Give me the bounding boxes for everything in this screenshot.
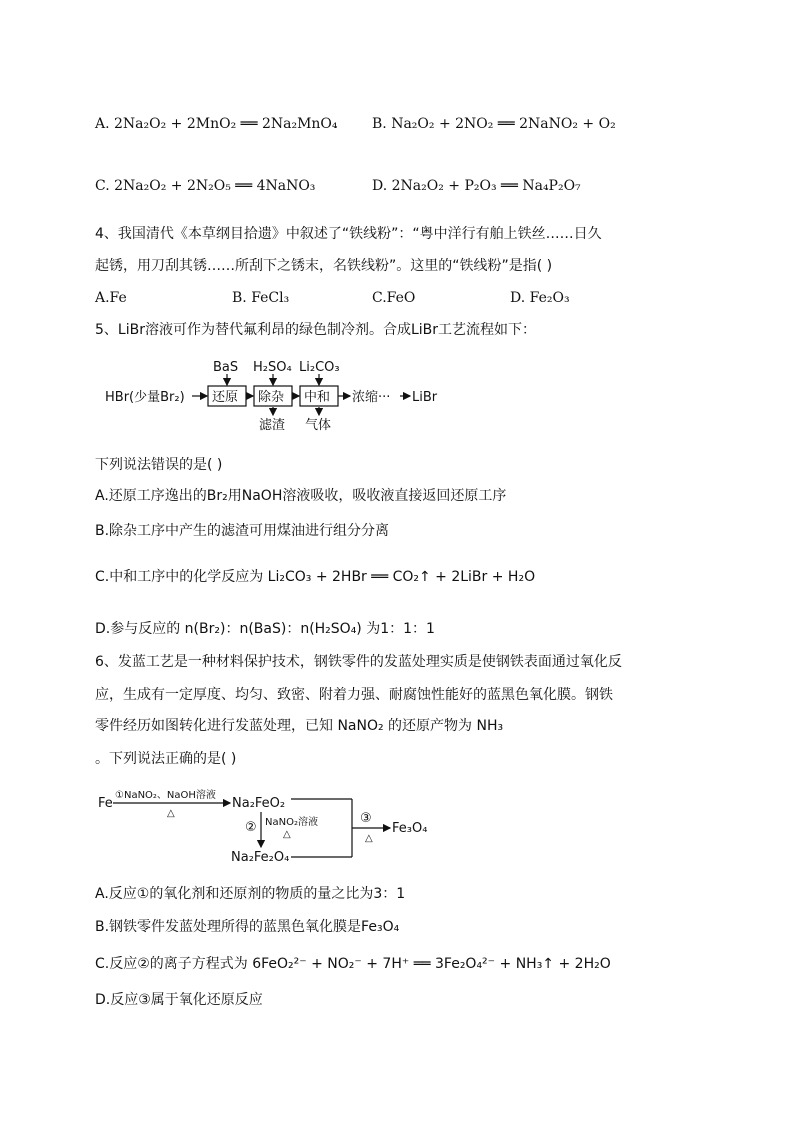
flow-product: LiBr: [412, 390, 438, 405]
q6-diagram-fe: Fe: [98, 796, 113, 811]
flow-output-gas: 气体: [305, 418, 332, 433]
q6-diagram-step-2: ②: [245, 820, 257, 835]
q5-option-d: D.参与反应的 n(Br₂)：n(BaS)：n(H₂SO₄) 为1：1：1: [95, 621, 435, 637]
flow-reagent-1: BaS: [213, 360, 239, 375]
q4-option-c: C.FeO: [372, 290, 416, 306]
q6-diagram-product-3: Fe₃O₄: [392, 821, 428, 836]
q6-diagram-step-3: ③: [360, 811, 372, 826]
q3-option-b: B. Na₂O₂ + 2NO₂ ══ 2NaNO₂ + O₂: [372, 116, 616, 132]
q4-option-a: A.Fe: [95, 290, 127, 306]
q6-diagram-product-1: Na₂FeO₂: [232, 796, 286, 811]
flow-tail: 浓缩···: [352, 390, 391, 405]
q6-option-c: C.反应②的离子方程式为 6FeO₂²⁻ + NO₂⁻ + 7H⁺ ══ 3Fe₂O₄²⁻ + NH₃↑ + 2H₂O: [95, 956, 611, 972]
flow-step-reduce: 还原: [212, 390, 239, 405]
q5-flow-diagram: [100, 355, 460, 435]
flow-output-residue: 滤渣: [259, 418, 286, 433]
q4-stem-line-1: 4、我国清代《本草纲目拾遗》中叙述了“铁线粉”：“粤中洋行有舶上铁丝……日久: [95, 226, 602, 242]
q6-option-a: A.反应①的氧化剂和还原剂的物质的量之比为3：1: [95, 886, 406, 902]
q5-option-c: C.中和工序中的化学反应为 Li₂CO₃ + 2HBr ══ CO₂↑ + 2LiBr + H₂O: [95, 569, 536, 585]
q5-option-a: A.还原工序逸出的Br₂用NaOH溶液吸收，吸收液直接返回还原工序: [95, 488, 507, 504]
q6-stem-line-3: 零件经历如图转化进行发蓝处理，已知 NaNO₂ 的还原产物为 NH₃: [95, 718, 504, 734]
q5-option-b: B.除杂工序中产生的滤渣可用煤油进行组分分离: [95, 523, 390, 539]
q6-option-b: B.钢铁零件发蓝处理所得的蓝黑色氧化膜是Fe₃O₄: [95, 919, 400, 935]
flow-step-purify: 除杂: [258, 390, 285, 405]
q6-stem-line-2: 应，生成有一定厚度、均匀、致密、附着力强、耐腐蚀性能好的蓝黑色氧化膜。钢铁: [95, 687, 613, 703]
q6-diagram-heat-2: △: [283, 829, 291, 840]
q3-option-c: C. 2Na₂O₂ + 2N₂O₅ ══ 4NaNO₃: [95, 178, 316, 194]
q6-stem-line-1: 6、发蓝工艺是一种材料保护技术，钢铁零件的发蓝处理实质是使钢铁表面通过氧化反: [95, 654, 622, 670]
flow-step-neutralize: 中和: [304, 390, 331, 405]
q6-diagram-condition-1: ①NaNO₂、NaOH溶液: [115, 790, 216, 801]
q4-option-d: D. Fe₂O₃: [510, 290, 570, 306]
q6-diagram-condition-2: NaNO₂溶液: [265, 817, 318, 828]
q5-stem: 5、LiBr溶液可作为替代氟利昂的绿色制冷剂。合成LiBr工艺流程如下：: [95, 322, 537, 338]
q5-prompt: 下列说法错误的是( ): [95, 457, 223, 473]
q4-stem-line-2: 起锈，用刀刮其锈……所刮下之锈末，名铁线粉”。这里的“铁线粉”是指( ): [95, 258, 553, 274]
q6-diagram-heat-1: △: [167, 808, 175, 819]
q4-option-b: B. FeCl₃: [232, 290, 290, 306]
q6-option-d: D.反应③属于氧化还原反应: [95, 992, 263, 1008]
q6-prompt: 。下列说法正确的是( ): [95, 751, 237, 767]
q6-reaction-diagram: [95, 785, 435, 865]
q6-diagram-heat-3: △: [365, 833, 373, 844]
flow-reagent-2: H₂SO₄: [253, 360, 292, 375]
q3-option-d: D. 2Na₂O₂ + P₂O₃ ══ Na₄P₂O₇: [372, 178, 581, 194]
q3-option-a: A. 2Na₂O₂ + 2MnO₂ ══ 2Na₂MnO₄: [95, 116, 338, 132]
q6-diagram-product-2: Na₂Fe₂O₄: [231, 850, 290, 865]
flow-reagent-3: Li₂CO₃: [299, 360, 340, 375]
flow-start: HBr(少量Br₂): [105, 390, 185, 405]
